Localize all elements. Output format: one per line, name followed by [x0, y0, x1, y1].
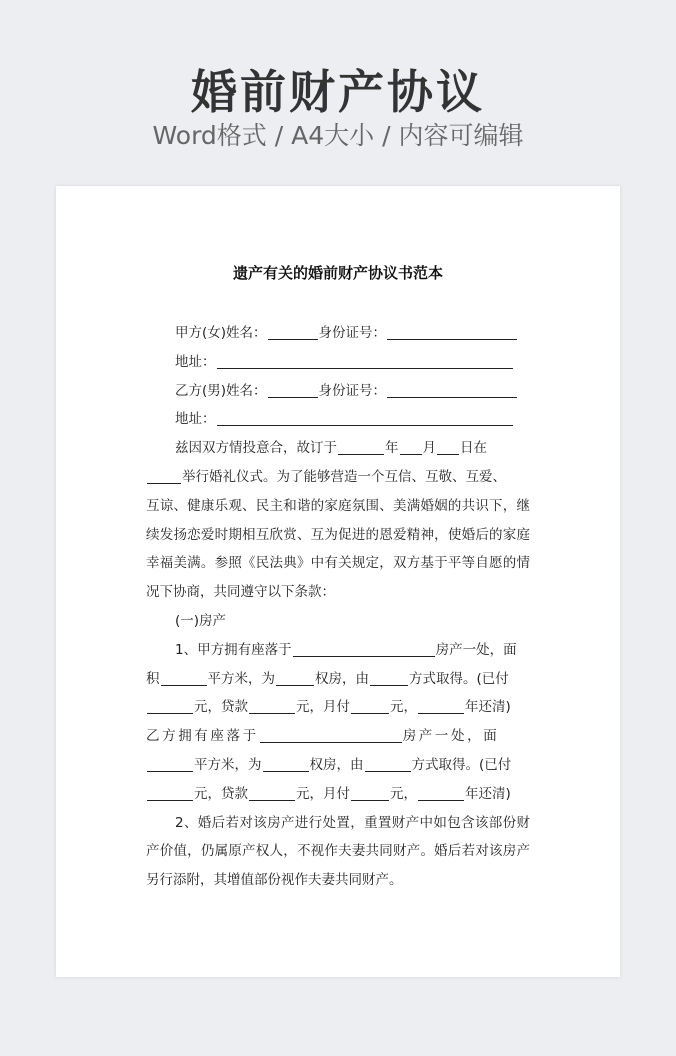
acquire-method-field[interactable]: [365, 755, 411, 772]
text: 年还清): [465, 785, 511, 802]
party-b-name-field[interactable]: [268, 381, 318, 398]
text: 乙方拥有座落于: [146, 728, 259, 745]
clause-line: [146, 693, 530, 722]
years-field[interactable]: [418, 697, 464, 714]
clause-line: 产价值，仍属原产权人，不视作夫妻共同财产。婚后若对该房产: [146, 843, 530, 860]
paragraph-line: [146, 463, 530, 492]
party-a-address-label: 地址：: [175, 353, 216, 370]
clause-line: [146, 636, 530, 665]
loan-field[interactable]: [249, 784, 295, 801]
party-b-id-label: 身份证号：: [318, 382, 387, 399]
text: 年: [385, 440, 399, 457]
document-title: 遗产有关的婚前财产协议书范本: [232, 264, 443, 282]
area-field[interactable]: [161, 669, 207, 686]
party-a-address-line: [146, 348, 530, 377]
text: 元，月付: [296, 785, 350, 802]
party-b-id-field[interactable]: [387, 381, 517, 398]
text: 平方米，为: [207, 670, 275, 687]
clause-line: [146, 780, 530, 809]
text: 房产一处，面: [402, 728, 500, 745]
party-a-name-label: 甲方(女)姓名：: [175, 325, 267, 341]
party-a-address-field[interactable]: [217, 352, 513, 369]
party-b-address-label: 地址：: [175, 411, 216, 428]
text: 举行婚礼仪式。为了能够营造一个互信、互敬、互爱、: [182, 468, 506, 485]
paragraph-line: [146, 434, 530, 463]
text: 平方米，为: [194, 756, 262, 773]
loan-field[interactable]: [249, 697, 295, 714]
clause-line: [146, 751, 530, 780]
party-b-house-location-field[interactable]: [260, 726, 402, 743]
party-a-id-field[interactable]: [387, 323, 517, 340]
text: 年还清): [465, 699, 511, 716]
paid-field[interactable]: [147, 697, 193, 714]
text: 元，: [390, 785, 417, 802]
document-body: [146, 319, 530, 895]
day-field[interactable]: [437, 438, 459, 455]
party-a-house-location-field[interactable]: [293, 640, 435, 657]
text: 方式取得。(已付: [411, 756, 512, 773]
clause-line: 2、婚后若对该房产进行处置，重置财产中如包含该部份财: [175, 814, 530, 831]
years-field[interactable]: [418, 784, 464, 801]
clause-line: 另行添附，其增值部份视作夫妻共同财产。: [146, 872, 403, 889]
party-a-line: [146, 319, 530, 348]
clause-line: [146, 665, 530, 694]
text: 权房，由: [309, 756, 364, 773]
party-b-address-field[interactable]: [217, 409, 513, 426]
page-title: 婚前财产协议: [191, 65, 485, 119]
text: 房产一处，面: [435, 641, 517, 658]
party-a-id-label: 身份证号：: [318, 325, 387, 341]
text: 兹因双方情投意合，故订于: [175, 440, 337, 457]
paid-field[interactable]: [147, 784, 193, 801]
paragraph-line: 续发扬恋爱时期相互欣赏、互为促进的恩爱精神，使婚后的家庭: [146, 526, 530, 543]
text: 积: [146, 670, 160, 687]
year-field[interactable]: [338, 438, 384, 455]
party-a-name-field[interactable]: [268, 323, 318, 340]
section-heading: (一)房产: [175, 612, 227, 629]
text: 日在: [460, 440, 487, 457]
area-field[interactable]: [147, 755, 193, 772]
party-b-line: [146, 377, 530, 406]
monthly-field[interactable]: [351, 784, 389, 801]
text: 方式取得。(已付: [409, 670, 509, 687]
clause-line: [146, 722, 530, 751]
text: 元，月付: [296, 699, 350, 716]
property-type-field[interactable]: [263, 755, 309, 772]
text: 权房，由: [315, 670, 369, 687]
page-subtitle: Word格式 / A4大小 / 内容可编辑: [152, 121, 524, 150]
text: 1、甲方拥有座落于: [175, 641, 292, 658]
text: 元，贷款: [194, 699, 248, 716]
paragraph-line: 幸福美满。参照《民法典》中有关规定，双方基于平等自愿的情: [146, 555, 530, 572]
wedding-venue-field[interactable]: [147, 467, 181, 484]
text: 元，贷款: [194, 785, 248, 802]
monthly-field[interactable]: [351, 697, 389, 714]
paragraph-line: 互谅、健康乐观、民主和谐的家庭氛围、美满婚姻的共识下，继: [146, 497, 530, 514]
party-b-address-line: [146, 405, 530, 434]
text: 元，: [390, 699, 417, 716]
month-field[interactable]: [400, 438, 422, 455]
document-page: [56, 186, 620, 977]
party-b-name-label: 乙方(男)姓名：: [175, 382, 267, 399]
text: 月: [422, 440, 436, 457]
property-type-field[interactable]: [276, 669, 314, 686]
paragraph-line: 况下协商，共同遵守以下条款：: [146, 584, 335, 601]
acquire-method-field[interactable]: [370, 669, 408, 686]
